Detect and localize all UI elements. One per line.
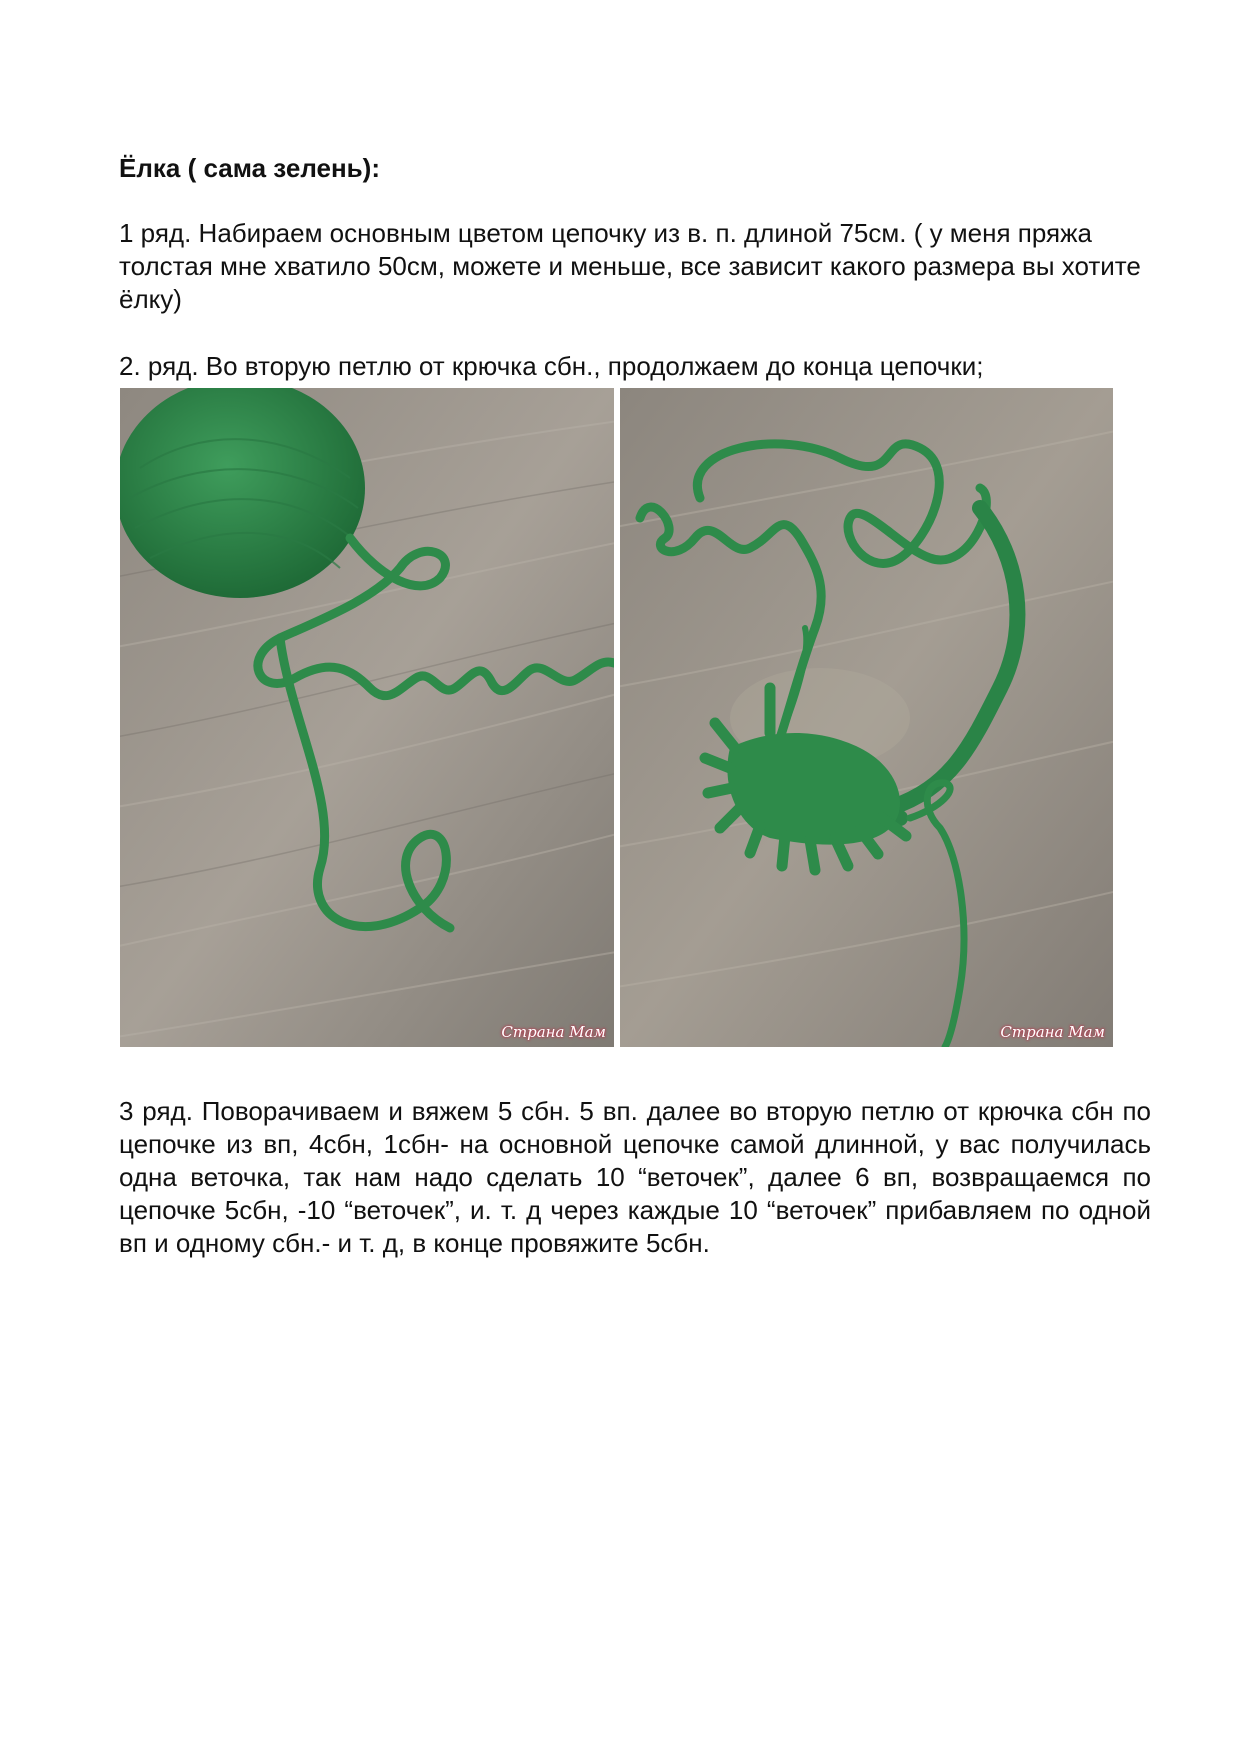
watermark-left: Страна Мам — [501, 1023, 606, 1041]
photo-pair — [120, 388, 1113, 1047]
watermark-right: Страна Мам — [1000, 1023, 1105, 1041]
photo-branch-row — [620, 388, 1113, 1047]
photo-left-illustration — [120, 388, 614, 1047]
photo-yarn-ball-chain — [120, 388, 614, 1047]
page-title: Ёлка ( сама зелень): — [119, 153, 380, 183]
photo-right-illustration — [620, 388, 1113, 1047]
row-3-instructions: 3 ряд. Поворачиваем и вяжем 5 сбн. 5 вп. далее во вторую петлю от крючка сбн по цепочке из вп, 4сбн, 1сбн- на основной цепочке самой длинной, у вас получилась одна веточка, так нам надо сделать 10 “веточек”, далее 6 вп, возвращаемся по цепочке 5сбн, -10 “веточек”, и. т. д через каждые 10 “веточек” прибавляем по одной вп и одному сбн.- и т. д, в конце провяжите 5сбн. — [119, 1096, 1151, 1258]
row-1-instructions: 1 ряд. Набираем основным цветом цепочку из в. п. длиной 75см. ( у меня пряжа толстая мне хватило 50см, можете и меньше, все зависит какого размера вы хотите ёлку) — [119, 218, 1141, 314]
row-2-instructions: 2. ряд. Во вторую петлю от крючка сбн., продолжаем до конца цепочки; — [119, 351, 984, 381]
